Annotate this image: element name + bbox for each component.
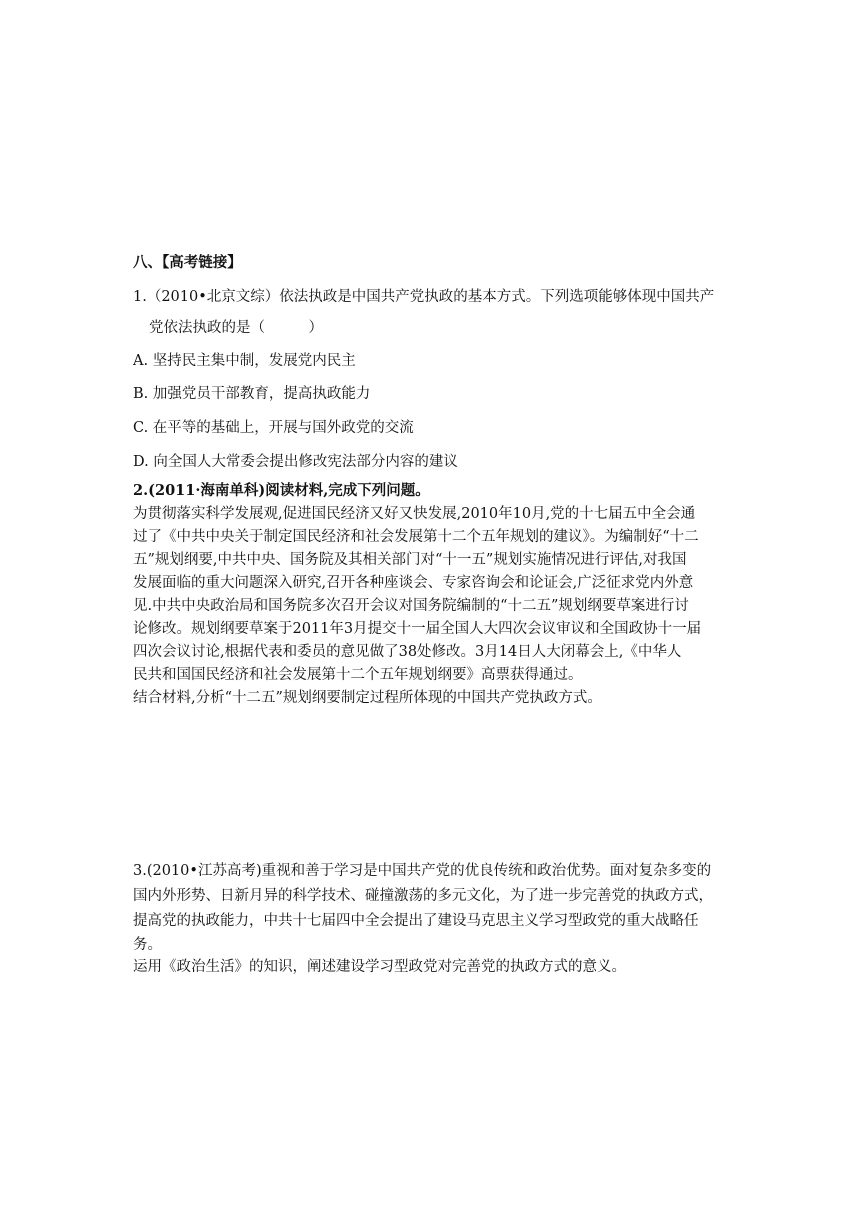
q1-option-d: D. 向全国人大常委会提出修改宪法部分内容的建议 bbox=[133, 454, 458, 470]
q2-question: 结合材料,分析“十二五”规划纲要制定过程所体现的中国共产党执政方式。 bbox=[133, 690, 602, 706]
q3-question: 运用《政治生活》的知识，阐述建设学习型政党对完善党的执政方式的意义。 bbox=[133, 959, 626, 975]
q2-line-4: 发展面临的重大问题深入研究,召开各种座谈会、专家咨询会和论证会,广泛征求党内外意 bbox=[133, 575, 694, 591]
q2-title: 2.(2011·海南单科)阅读材料,完成下列问题。 bbox=[133, 482, 430, 499]
q2-line-2: 过了《中共中央关于制定国民经济和社会发展第十二个五年规划的建议》。为编制好“十二 bbox=[133, 529, 699, 545]
q1-stem-line-1: 1.（2010•北京文综）依法执政是中国共产党执政的基本方式。下列选项能够体现中国共产 bbox=[133, 289, 715, 305]
q2-line-3: 五”规划纲要,中共中央、国务院及其相关部门对“十一五”规划实施情况进行评估,对我国 bbox=[133, 552, 687, 568]
q1-option-b: B. 加强党员干部教育，提高执政能力 bbox=[133, 386, 371, 402]
q2-line-5: 见.中共中央政治局和国务院多次召开会议对国务院编制的“十二五”规划纲要草案进行讨 bbox=[133, 598, 689, 614]
q2-line-1: 为贯彻落实科学发展观,促进国民经济又好又快发展,2010年10月,党的十七届五中全会通 bbox=[133, 506, 696, 522]
q2-line-6: 论修改。规划纲要草案于2011年3月提交十一届全国人大四次会议审议和全国政协十一届 bbox=[133, 621, 702, 637]
q3-line-3: 提高党的执政能力，中共十七届四中全会提出了建设马克思主义学习型政党的重大战略任 bbox=[133, 913, 699, 929]
q3-line-4: 务。 bbox=[133, 937, 162, 953]
q1-option-c: C. 在平等的基础上，开展与国外政党的交流 bbox=[133, 420, 414, 436]
section-heading: 八、【高考链接】 bbox=[133, 254, 242, 271]
q3-line-2: 国内外形势、日新月异的科学技术、碰撞激荡的多元文化，为了进一步完善党的执政方式， bbox=[133, 888, 713, 904]
q1-stem-line-2: 党依法执政的是（ ） bbox=[149, 320, 323, 336]
q2-line-7: 四次会议讨论,根据代表和委员的意见做了38处修改。3月14日人大闭幕会上,《中华人 bbox=[133, 644, 682, 660]
q1-option-a: A. 坚持民主集中制，发展党内民主 bbox=[133, 353, 356, 369]
q2-line-8: 民共和国国民经济和社会发展第十二个五年规划纲要》高票获得通过。 bbox=[133, 667, 583, 683]
q3-line-1: 3.(2010•江苏高考)重视和善于学习是中国共产党的优良传统和政治优势。面对复杂多变的 bbox=[133, 863, 712, 879]
